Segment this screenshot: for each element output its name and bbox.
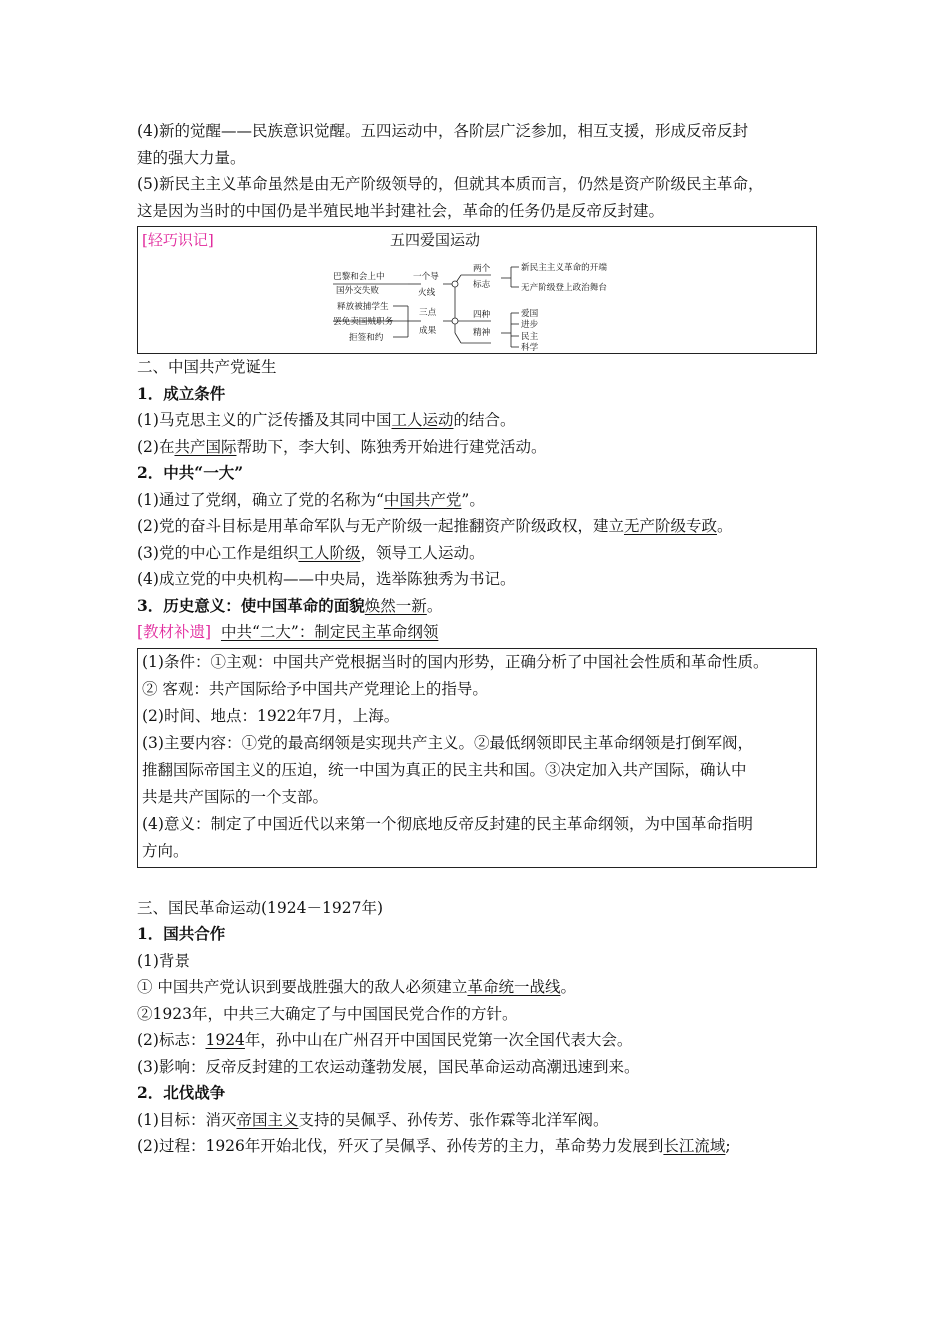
sign-line1: 两个 [473, 264, 491, 274]
section3-background-2: ②1923年，中共三大确定了与中国国民党合作的方针。 [137, 1004, 518, 1023]
result-line2: 成果 [419, 326, 437, 336]
section2-sub1: 1．成立条件 [137, 383, 226, 403]
fuse-line2: 火线 [418, 288, 436, 298]
para-nature-line2: 这是因为当时的中国仍是半殖民地半封建社会，革命的任务仍是反帝反封建。 [137, 201, 665, 220]
para-awakening-line1: (4)新的觉醒——民族意识觉醒。五四运动中，各阶层广泛参加，相互支援，形成反帝反封 [137, 122, 748, 140]
section3-sign: (2)标志：1924年，孙中山在广州召开中国国民党第一次全国代表大会。 [137, 1031, 633, 1049]
cause-line2: 国外交失败 [336, 286, 379, 296]
spirit-item-progress: 进步 [521, 320, 539, 330]
memo-tag: [轻巧识记] [142, 231, 214, 249]
section3-impact: (3)影响：反帝反封建的工农运动蓬勃发展，国民革命运动高潮迅速到来。 [137, 1057, 640, 1076]
spirit-line1: 四种 [473, 310, 491, 320]
result-item-release: 释放被捕学生 [337, 302, 389, 312]
may-fourth-mind-map [333, 253, 633, 351]
sign-item-start: 新民主主义革命的开端 [521, 263, 607, 273]
section3-sub1: 1．国共合作 [137, 924, 226, 943]
cause-line1: 巴黎和会上中 [333, 272, 385, 282]
spirit-line2: 精神 [473, 328, 491, 338]
spirit-item-democracy: 民主 [521, 332, 539, 342]
result-line1: 三点 [419, 308, 437, 318]
box2-line1: (1)条件：①主观：中国共产党根据当时的国内形势，正确分析了中国社会性质和革命性质。 [142, 652, 769, 671]
section2-heading: 二、中国共产党诞生 [137, 358, 277, 376]
box2-line8: 方向。 [142, 841, 189, 860]
second-congress-box [137, 648, 817, 868]
section2-sub1-p1: (1)马克思主义的广泛传播及其同中国工人运动的结合。 [137, 411, 516, 429]
fuse-line1: 一个导 [413, 272, 439, 282]
section3-heading: 三、国民革命运动(1924－1927年) [137, 898, 383, 917]
section3-goal: (1)目标：消灭帝国主义支持的吴佩孚、孙传芳、张作霖等北洋军阀。 [137, 1110, 609, 1129]
section3-process: (2)过程：1926年开始北伐，歼灭了吴佩孚、孙传芳的主力，革命势力发展到长江流域; [137, 1137, 731, 1155]
section2-sub2-p3: (3)党的中心工作是组织工人阶级，领导工人运动。 [137, 543, 485, 562]
supplement-heading: [教材补遗] 中共“二大”：制定民主革命纲领 [137, 623, 439, 641]
memo-title: 五四爱国运动 [390, 231, 481, 249]
box2-line3: (2)时间、地点：1922年7月，上海。 [142, 706, 400, 725]
box2-line6: 共是共产国际的一个支部。 [142, 787, 329, 806]
section3-background: (1)背景 [137, 951, 190, 970]
spirit-item-patriotism: 爱国 [521, 309, 539, 319]
sign-line2: 标志 [473, 280, 491, 290]
result-item-refuse: 拒签和约 [349, 333, 384, 343]
para-nature-line1: (5)新民主主义革命虽然是由无产阶级领导的，但就其本质而言，仍然是资产阶级民主革命， [137, 175, 764, 193]
section2-sub2-p2: (2)党的奋斗目标是用革命军队与无产阶级一起推翻资产阶级政权，建立无产阶级专政。 [137, 517, 733, 535]
box2-line5: 推翻国际帝国主义的压迫，统一中国为真正的民主共和国。③决定加入共产国际，确认中 [142, 760, 747, 779]
section2-sub2-p1: (1)通过了党纲，确立了党的名称为“中国共产党”。 [137, 490, 485, 509]
section3-sub2: 2．北伐战争 [137, 1083, 226, 1102]
section3-background-1: ① 中国共产党认识到要战胜强大的敌人必须建立革命统一战线。 [137, 978, 576, 996]
section2-sub2-p4: (4)成立党的中央机构——中央局，选举陈独秀为书记。 [137, 570, 516, 588]
memo-box [137, 226, 817, 354]
sign-item-proletariat: 无产阶级登上政治舞台 [521, 283, 607, 293]
document-page [137, 118, 817, 1160]
section2-sub3: 3．历史意义：使中国革命的面貌焕然一新。 [137, 595, 443, 615]
para-awakening-line2: 建的强大力量。 [137, 148, 246, 167]
box2-line4: (3)主要内容：①党的最高纲领是实现共产主义。②最低纲领即民主革命纲领是打倒军阀， [142, 733, 753, 752]
section2-sub2: 2．中共“一大” [137, 463, 244, 482]
box2-line2: ② 客观：共产国际给予中国共产党理论上的指导。 [142, 679, 488, 698]
section2-sub1-p2: (2)在共产国际帮助下，李大钊、陈独秀开始进行建党活动。 [137, 437, 547, 456]
box2-line7: (4)意义：制定了中国近代以来第一个彻底地反帝反封建的民主革命纲领，为中国革命指明 [142, 814, 753, 833]
spirit-item-science: 科学 [521, 343, 539, 351]
result-item-dismiss: 罢免卖国贼职务 [333, 317, 394, 327]
